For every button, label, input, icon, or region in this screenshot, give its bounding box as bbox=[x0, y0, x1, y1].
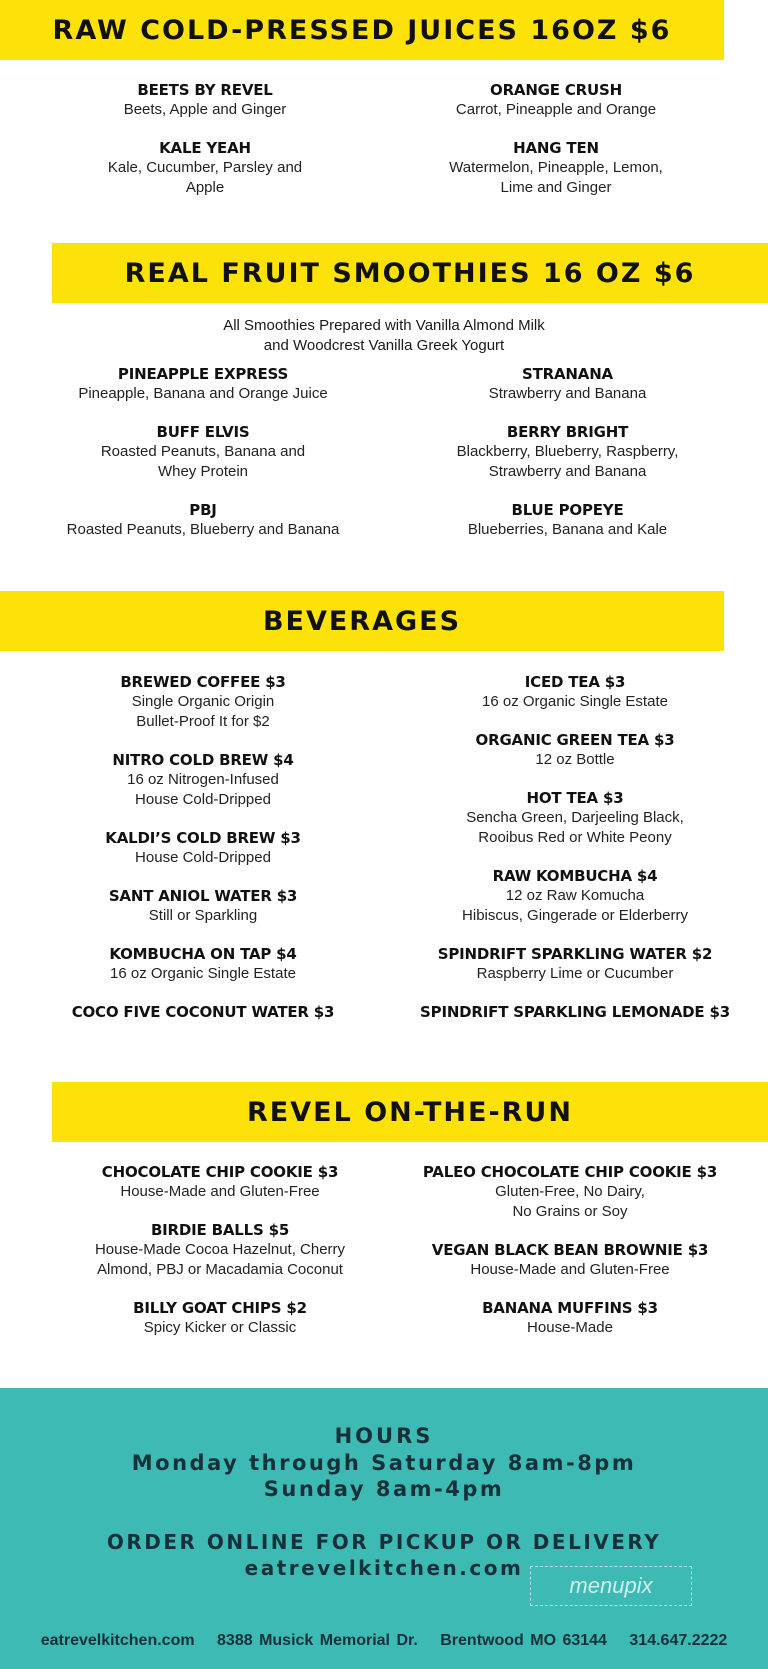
item-name: SPINDRIFT SPARKLING LEMONADE $3 bbox=[420, 1003, 730, 1021]
phone-number[interactable]: 314.647.2222 bbox=[629, 1632, 728, 1649]
menu-item bbox=[52, 500, 354, 540]
item-description: 16 oz Organic Single Estate bbox=[482, 693, 668, 710]
order-online-text: ORDER ONLINE FOR PICKUP OR DELIVERY bbox=[106, 1530, 662, 1554]
item-name: HOT TEA $3 bbox=[526, 789, 624, 807]
menu-item bbox=[52, 422, 354, 482]
menu-item bbox=[415, 1002, 735, 1022]
smoothies-left-column bbox=[52, 364, 354, 558]
item-name: SANT ANIOL WATER $3 bbox=[108, 887, 298, 905]
item-name: PBJ bbox=[189, 501, 217, 519]
item-name: CHOCOLATE CHIP COOKIE $3 bbox=[101, 1163, 339, 1181]
hours-sunday: Sunday 8am-4pm bbox=[263, 1477, 505, 1501]
website-link[interactable]: eatrevelkitchen.com bbox=[40, 1632, 195, 1649]
hours-weekday: Monday through Saturday 8am-8pm bbox=[131, 1451, 637, 1475]
menu-item bbox=[80, 1162, 360, 1202]
item-name: VEGAN BLACK BEAN BROWNIE $3 bbox=[431, 1241, 709, 1259]
menu-item bbox=[430, 422, 705, 482]
item-description: Strawberry and Banana bbox=[488, 385, 647, 402]
menu-item bbox=[415, 944, 735, 984]
item-description: Watermelon, Pineapple, Lemon, Lime and Ginger bbox=[449, 159, 663, 196]
street-address: 8388 Musick Memorial Dr. bbox=[217, 1632, 418, 1649]
item-description: Still or Sparkling bbox=[148, 907, 258, 924]
menu-item bbox=[420, 138, 692, 198]
item-name: ICED TEA $3 bbox=[524, 673, 626, 691]
item-name: ORANGE CRUSH bbox=[490, 81, 622, 99]
juices-header-band bbox=[0, 0, 724, 60]
juices-left-column bbox=[90, 80, 320, 216]
item-description: House-Made and Gluten-Free bbox=[470, 1261, 670, 1278]
item-name: BERRY BRIGHT bbox=[506, 423, 629, 441]
item-name: BEETS BY REVEL bbox=[137, 81, 273, 99]
item-description: Single Organic Origin Bullet-Proof It for $2 bbox=[131, 693, 275, 730]
menu-item bbox=[415, 672, 735, 712]
item-description: Sencha Green, Darjeeling Black, Rooibus Red or White Peony bbox=[466, 809, 684, 846]
item-name: BILLY GOAT CHIPS $2 bbox=[133, 1299, 307, 1317]
juices-title: RAW COLD-PRESSED JUICES 16OZ $6 bbox=[52, 14, 672, 46]
menu-item bbox=[55, 944, 351, 984]
item-description: 16 oz Organic Single Estate bbox=[110, 965, 296, 982]
on-the-run-title: REVEL ON-THE-RUN bbox=[247, 1096, 573, 1128]
menu-item bbox=[55, 750, 351, 810]
item-name: KALE YEAH bbox=[159, 139, 251, 157]
menu-item bbox=[55, 828, 351, 868]
beverages-right-column bbox=[415, 672, 735, 1040]
menu-item bbox=[52, 364, 354, 404]
on-the-run-left-column bbox=[80, 1162, 360, 1356]
item-name: RAW KOMBUCHA $4 bbox=[492, 867, 658, 885]
website-link-large[interactable]: eatrevelkitchen.com bbox=[244, 1556, 524, 1580]
smoothies-title: REAL FRUIT SMOOTHIES 16 OZ $6 bbox=[124, 257, 696, 289]
watermark-logo: menupix bbox=[530, 1566, 692, 1606]
item-description: Beets, Apple and Ginger bbox=[123, 101, 287, 118]
hours-title: HOURS bbox=[334, 1424, 434, 1448]
beverages-header-band bbox=[0, 591, 724, 651]
item-description: Blackberry, Blueberry, Raspberry, Strawberry and Banana bbox=[456, 443, 679, 480]
on-the-run-header-band bbox=[52, 1082, 768, 1142]
item-description: 16 oz Nitrogen-Infused House Cold-Dripped bbox=[127, 771, 279, 808]
item-description: Kale, Cucumber, Parsley and Apple bbox=[107, 159, 303, 196]
menu-item bbox=[430, 500, 705, 540]
beverages-left-column bbox=[55, 672, 351, 1040]
item-description: Gluten-Free, No Dairy, No Grains or Soy bbox=[495, 1183, 645, 1220]
item-description: House-Made bbox=[527, 1319, 613, 1336]
item-description: House-Made and Gluten-Free bbox=[120, 1183, 320, 1200]
item-description: Raspberry Lime or Cucumber bbox=[476, 965, 674, 982]
item-description: 12 oz Bottle bbox=[535, 751, 615, 768]
item-name: KOMBUCHA ON TAP $4 bbox=[109, 945, 297, 963]
smoothies-intro-line: All Smoothies Prepared with Vanilla Almond Milk bbox=[223, 317, 545, 334]
menu-item bbox=[415, 866, 735, 926]
item-name: NITRO COLD BREW $4 bbox=[112, 751, 294, 769]
item-name: SPINDRIFT SPARKLING WATER $2 bbox=[437, 945, 713, 963]
smoothies-right-column bbox=[430, 364, 705, 558]
item-name: COCO FIVE COCONUT WATER $3 bbox=[71, 1003, 335, 1021]
item-name: PINEAPPLE EXPRESS bbox=[117, 365, 289, 383]
smoothies-intro-line: and Woodcrest Vanilla Greek Yogurt bbox=[263, 337, 505, 354]
menu-item bbox=[415, 1298, 725, 1338]
item-description: 12 oz Raw Komucha Hibiscus, Gingerade or Elderberry bbox=[462, 887, 688, 924]
item-description: Pineapple, Banana and Orange Juice bbox=[78, 385, 328, 402]
beverages-title: BEVERAGES bbox=[262, 605, 462, 637]
item-name: PALEO CHOCOLATE CHIP COOKIE $3 bbox=[422, 1163, 718, 1181]
menu-item bbox=[90, 138, 320, 198]
item-description: Roasted Peanuts, Blueberry and Banana bbox=[66, 521, 340, 538]
city-state-zip: Brentwood MO 63144 bbox=[440, 1632, 607, 1649]
item-name: ORGANIC GREEN TEA $3 bbox=[475, 731, 675, 749]
item-description: Spicy Kicker or Classic bbox=[143, 1319, 297, 1336]
smoothies-intro bbox=[0, 316, 768, 356]
menu-item bbox=[80, 1298, 360, 1338]
menu-item bbox=[415, 1162, 725, 1222]
item-name: BUFF ELVIS bbox=[156, 423, 250, 441]
on-the-run-right-column bbox=[415, 1162, 725, 1356]
item-name: BANANA MUFFINS $3 bbox=[482, 1299, 658, 1317]
item-description: Blueberries, Banana and Kale bbox=[467, 521, 668, 538]
item-name: STRANANA bbox=[522, 365, 613, 383]
menu-item bbox=[415, 1240, 725, 1280]
smoothies-header-band bbox=[52, 243, 768, 303]
address-line bbox=[0, 1632, 768, 1650]
item-name: HANG TEN bbox=[513, 139, 599, 157]
menu-item bbox=[90, 80, 320, 120]
item-name: BIRDIE BALLS $5 bbox=[150, 1221, 290, 1239]
item-name: KALDI’S COLD BREW $3 bbox=[105, 829, 301, 847]
menu-item bbox=[55, 886, 351, 926]
menu-item bbox=[55, 1002, 351, 1022]
juices-right-column bbox=[420, 80, 692, 216]
menu-item bbox=[430, 364, 705, 404]
menu-item bbox=[415, 730, 735, 770]
menu-item bbox=[55, 672, 351, 732]
item-name: BLUE POPEYE bbox=[511, 501, 624, 519]
item-description: Roasted Peanuts, Banana and Whey Protein bbox=[100, 443, 306, 480]
menu-item bbox=[80, 1220, 360, 1280]
item-name: BREWED COFFEE $3 bbox=[120, 673, 286, 691]
menu-item bbox=[420, 80, 692, 120]
item-description: Carrot, Pineapple and Orange bbox=[455, 101, 657, 118]
menu-item bbox=[415, 788, 735, 848]
item-description: House Cold-Dripped bbox=[135, 849, 271, 866]
item-description: House-Made Cocoa Hazelnut, Cherry Almond, PBJ or Macadamia Coconut bbox=[94, 1241, 346, 1278]
